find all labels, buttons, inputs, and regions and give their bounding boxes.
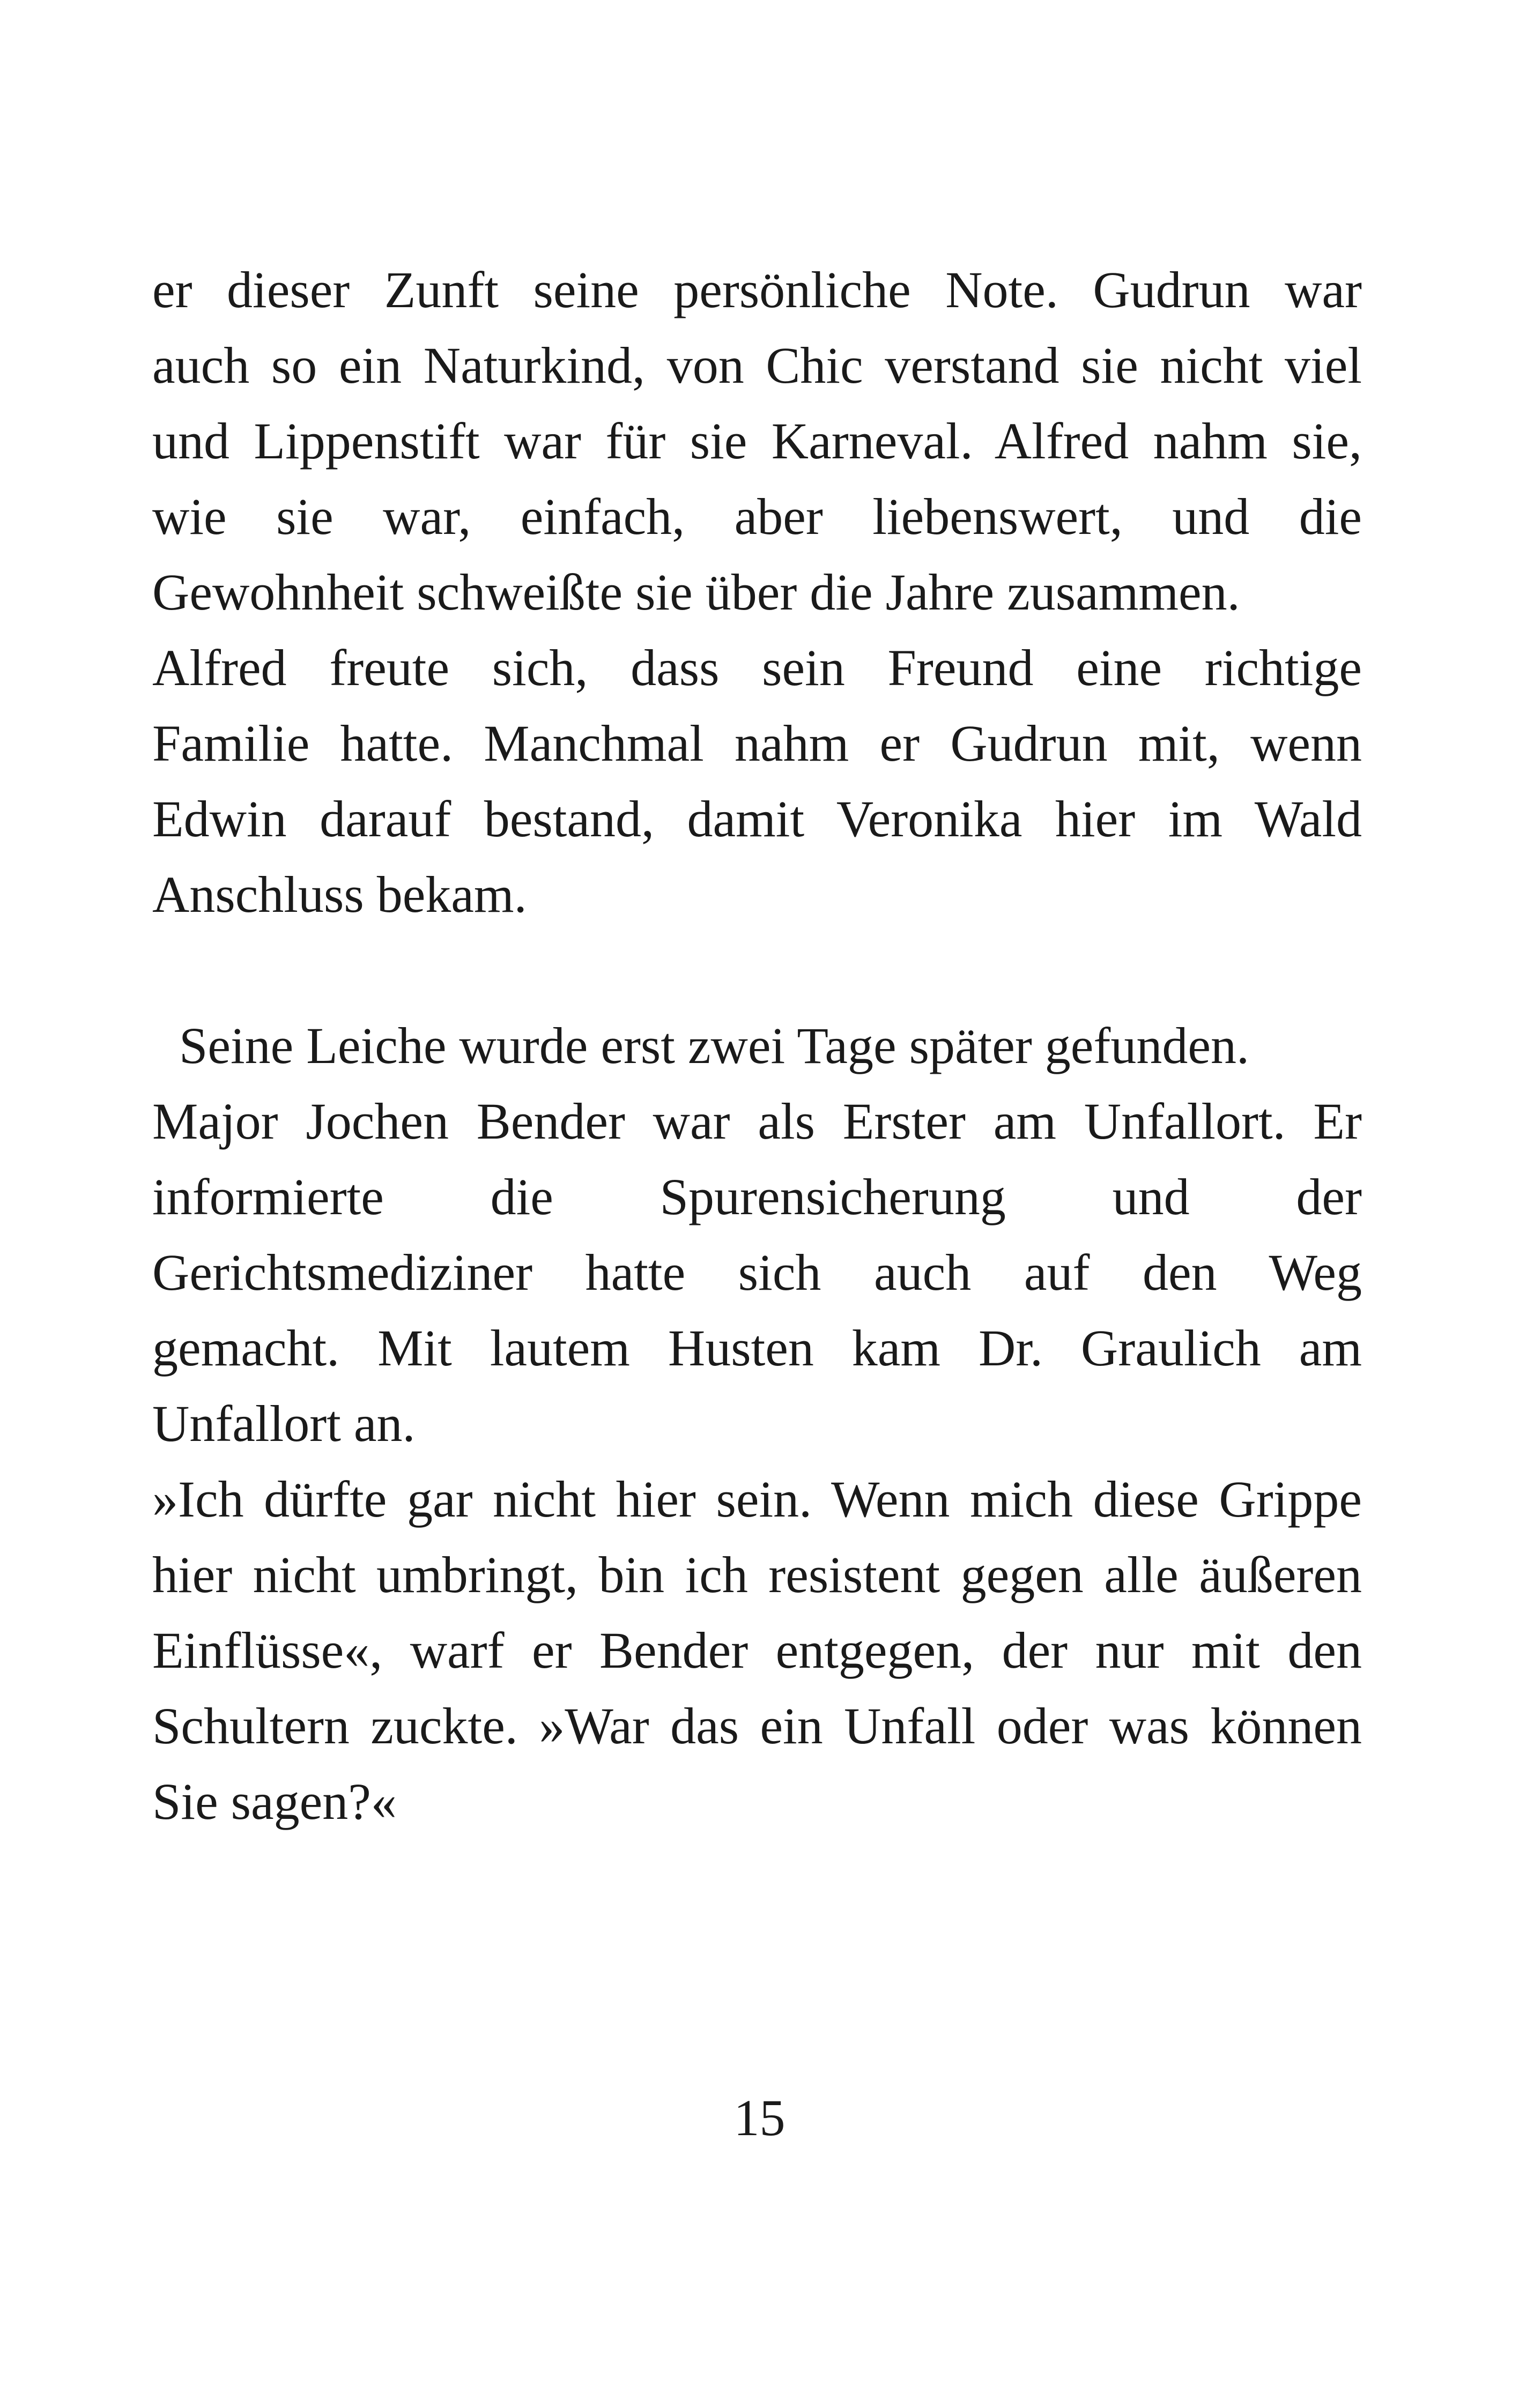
text-line: Anschluss bekam. (152, 866, 527, 923)
text-line: Sie sagen?« (152, 1773, 397, 1830)
text-line: Schultern zuckte. »War das ein Unfall oder was können (152, 1697, 1362, 1755)
text-line: Familie hatte. Manchmal nahm er Gudrun mit, wenn (152, 715, 1362, 772)
text-line: Major Jochen Bender war als Erster am Unfallort. Er (152, 1092, 1362, 1150)
text-line: Alfred freute sich, dass sein Freund eine richtige (152, 639, 1362, 696)
text-line: wie sie war, einfach, aber liebenswert, und die (152, 488, 1362, 545)
text-line: und Lippenstift war für sie Karneval. Alfred nahm sie, (152, 412, 1362, 470)
text-line: hier nicht umbringt, bin ich resistent gegen alle äußeren (152, 1546, 1362, 1603)
text-line: auch so ein Naturkind, von Chic verstand sie nicht viel (152, 337, 1362, 394)
text-line: »Ich dürfte gar nicht hier sein. Wenn mich diese Grippe (152, 1470, 1362, 1528)
text-line: Seine Leiche wurde erst zwei Tage später gefunden. (179, 1017, 1249, 1074)
text-line: Unfallort an. (152, 1395, 416, 1452)
text-line: Einflüsse«, warf er Bender entgegen, der nur mit den (152, 1622, 1362, 1679)
text-line: Gewohnheit schweißte sie über die Jahre zusammen. (152, 563, 1240, 621)
text-block-lower (152, 1008, 1362, 1839)
page-number: 15 (733, 2089, 786, 2146)
text-line: Gerichtsmediziner hatte sich auch auf den Weg (152, 1244, 1362, 1301)
text-line: informierte die Spurensicherung und der (152, 1168, 1362, 1225)
text-block-upper (152, 252, 1362, 932)
text-line: gemacht. Mit lautem Husten kam Dr. Graulich am (152, 1319, 1362, 1377)
text-line: er dieser Zunft seine persönliche Note. Gudrun war (152, 261, 1362, 318)
text-line: Edwin darauf bestand, damit Veronika hier im Wald (152, 790, 1362, 848)
